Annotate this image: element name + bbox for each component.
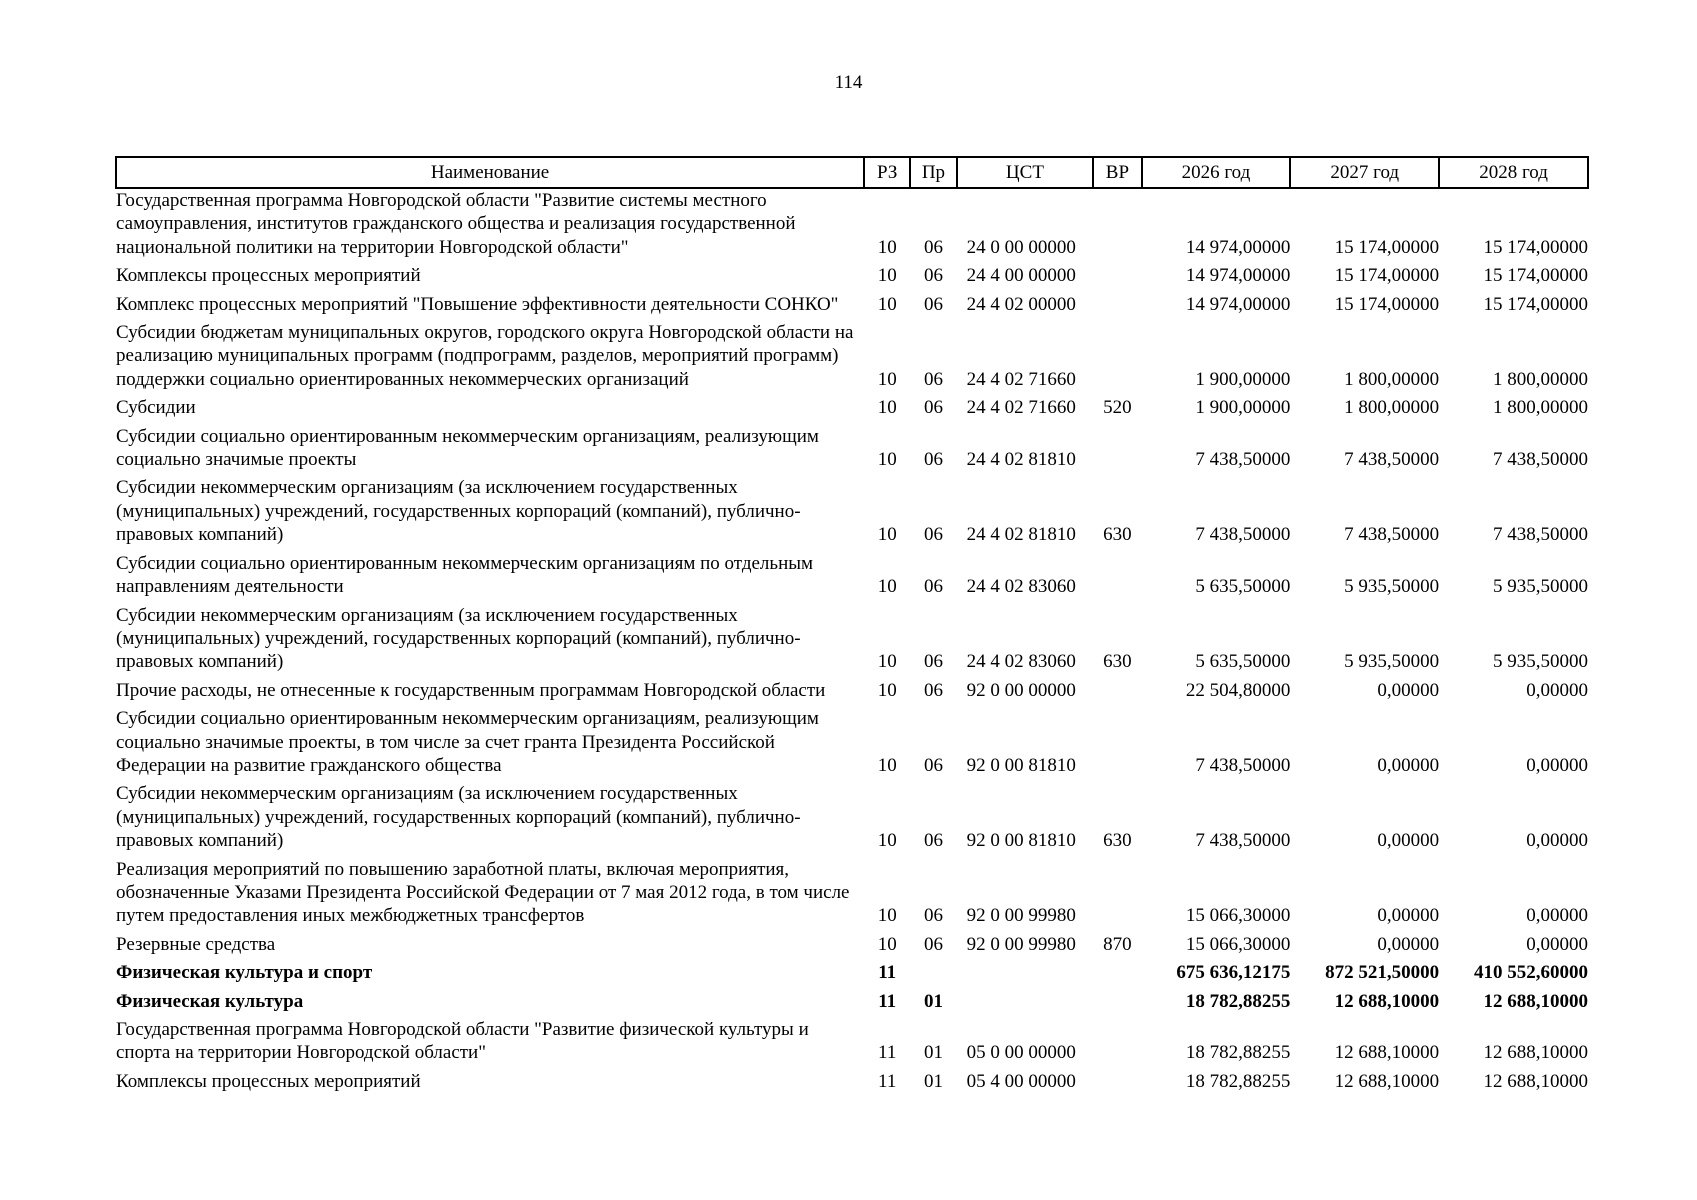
row-name: Резервные средства — [116, 933, 276, 955]
row-value-2026: 1 900,00000 — [1195, 368, 1291, 390]
row-pr: 06 — [923, 397, 943, 419]
row-name: Комплекс процессных мероприятий "Повышение эффективности деятельности СОНКО" — [116, 293, 839, 315]
header-cst: ЦСТ — [957, 157, 1094, 188]
row-rz: 11 — [878, 990, 897, 1012]
row-value-2026: 7 438,50000 — [1195, 830, 1291, 852]
row-vr — [1093, 1070, 1141, 1098]
row-rz: 10 — [877, 368, 897, 390]
row-value-2026: 18 782,88255 — [1185, 1042, 1291, 1064]
row-vr — [1093, 552, 1141, 604]
row-value-2026: 7 438,50000 — [1195, 754, 1291, 776]
table-row — [116, 961, 1588, 989]
row-vr — [1093, 264, 1141, 292]
row-value-2027: 5 935,50000 — [1344, 651, 1440, 673]
row-pr: 01 — [923, 1042, 943, 1064]
row-rz: 10 — [877, 651, 897, 673]
header-2027: 2027 год — [1290, 157, 1439, 188]
table-row — [116, 188, 1588, 264]
row-cst — [957, 961, 1094, 989]
row-value-2026: 5 635,50000 — [1195, 651, 1291, 673]
row-value-2028: 15 174,00000 — [1483, 265, 1588, 287]
table-row — [116, 321, 1588, 396]
row-cst: 24 4 00 00000 — [966, 265, 1076, 287]
row-rz: 10 — [877, 754, 897, 776]
row-value-2027: 0,00000 — [1377, 830, 1440, 852]
header-2028: 2028 год — [1439, 157, 1588, 188]
budget-table — [115, 156, 1589, 1098]
row-cst: 92 0 00 81810 — [966, 830, 1076, 852]
row-value-2028: 5 935,50000 — [1493, 651, 1588, 673]
header-pr: Пр — [910, 157, 956, 188]
row-vr — [1093, 707, 1141, 782]
row-vr — [1093, 425, 1141, 477]
row-value-2026: 1 900,00000 — [1195, 397, 1291, 419]
row-name: Субсидии — [116, 397, 196, 419]
row-cst: 92 0 00 81810 — [966, 754, 1076, 776]
row-value-2028: 7 438,50000 — [1493, 449, 1588, 471]
row-value-2028: 12 688,10000 — [1483, 1070, 1588, 1092]
table-body — [116, 188, 1588, 1098]
row-pr: 01 — [923, 990, 943, 1012]
row-value-2027: 0,00000 — [1377, 933, 1440, 955]
row-value-2028: 0,00000 — [1526, 679, 1588, 701]
row-vr: 630 — [1103, 524, 1132, 546]
row-value-2028: 410 552,60000 — [1474, 962, 1588, 984]
row-value-2027: 7 438,50000 — [1344, 524, 1440, 546]
row-value-2028: 1 800,00000 — [1493, 397, 1588, 419]
table-row — [116, 707, 1588, 782]
row-name: Субсидии социально ориентированным некоммерческим организациям по отдельным направлениям деятельности — [116, 552, 814, 598]
row-value-2028: 0,00000 — [1526, 754, 1588, 776]
row-cst: 24 4 02 00000 — [966, 293, 1076, 315]
row-value-2027: 0,00000 — [1377, 905, 1440, 927]
row-value-2026: 14 974,00000 — [1185, 236, 1291, 258]
row-pr: 06 — [923, 524, 943, 546]
row-pr: 06 — [923, 265, 943, 287]
row-name: Комплексы процессных мероприятий — [116, 265, 421, 287]
row-value-2028: 5 935,50000 — [1493, 576, 1588, 598]
row-rz: 10 — [877, 293, 897, 315]
row-pr: 06 — [923, 449, 943, 471]
row-cst: 92 0 00 00000 — [966, 679, 1076, 701]
row-rz: 10 — [877, 265, 897, 287]
row-value-2027: 15 174,00000 — [1334, 293, 1440, 315]
table-row — [116, 425, 1588, 477]
row-value-2028: 12 688,10000 — [1483, 990, 1588, 1012]
table-row — [116, 1070, 1588, 1098]
row-value-2028: 15 174,00000 — [1483, 293, 1588, 315]
row-pr: 01 — [923, 1070, 943, 1092]
row-pr: 06 — [923, 830, 943, 852]
table-row — [116, 264, 1588, 292]
row-value-2028: 1 800,00000 — [1493, 368, 1588, 390]
row-value-2028: 0,00000 — [1526, 905, 1588, 927]
row-cst: 24 4 02 81810 — [966, 449, 1076, 471]
table-row — [116, 858, 1588, 933]
row-value-2026: 7 438,50000 — [1195, 449, 1291, 471]
row-vr — [1093, 990, 1141, 1018]
table-row — [116, 1018, 1588, 1070]
row-value-2027: 12 688,10000 — [1334, 1042, 1440, 1064]
row-name: Реализация мероприятий по повышению заработной платы, включая мероприятия, обозначенные Указами Президента Российской Федерации от 7 мая 2012 года, в том числе путем предоставления иных межбюджетных трансфертов — [116, 858, 850, 927]
row-rz: 11 — [878, 1042, 897, 1064]
row-cst: 24 4 02 71660 — [966, 397, 1076, 419]
row-vr: 630 — [1103, 830, 1132, 852]
table-row — [116, 604, 1588, 679]
table-header-row — [116, 157, 1588, 188]
row-value-2026: 22 504,80000 — [1185, 679, 1291, 701]
row-name: Субсидии социально ориентированным некоммерческим организациям, реализующим социально значимые проекты, в том числе за счет гранта Президента Российской Федерации на развитие гражданского общества — [116, 708, 819, 776]
row-value-2027: 1 800,00000 — [1344, 368, 1440, 390]
table-row — [116, 396, 1588, 424]
row-cst: 24 4 02 81810 — [966, 524, 1076, 546]
header-2026: 2026 год — [1142, 157, 1291, 188]
row-cst: 92 0 00 99980 — [966, 933, 1076, 955]
row-name: Физическая культура — [116, 990, 304, 1012]
row-vr — [1093, 679, 1141, 707]
row-rz: 10 — [877, 449, 897, 471]
row-cst: 24 0 00 00000 — [966, 236, 1076, 258]
row-name: Государственная программа Новгородской области "Развитие физической культуры и спорта на территории Новгородской области" — [116, 1019, 809, 1064]
row-pr: 06 — [923, 754, 943, 776]
row-name: Субсидии некоммерческим организациям (за исключением государственных (муниципальных) учреждений, государственных корпораций (компаний), публично-правовых компаний) — [116, 604, 801, 673]
row-value-2026: 7 438,50000 — [1195, 524, 1291, 546]
row-cst: 24 4 02 83060 — [966, 651, 1076, 673]
row-pr: 06 — [923, 576, 943, 598]
row-value-2028: 0,00000 — [1526, 830, 1588, 852]
row-value-2028: 15 174,00000 — [1483, 236, 1588, 258]
row-cst: 05 0 00 00000 — [966, 1042, 1076, 1064]
row-name: Прочие расходы, не отнесенные к государственным программам Новгородской области — [116, 679, 826, 701]
row-value-2027: 12 688,10000 — [1334, 1070, 1440, 1092]
row-rz: 10 — [877, 830, 897, 852]
row-rz: 10 — [877, 905, 897, 927]
row-value-2026: 15 066,30000 — [1185, 933, 1291, 955]
row-vr — [1093, 321, 1141, 396]
row-name: Субсидии бюджетам муниципальных округов, городского округа Новгородской области на реализацию муниципальных программ (подпрограмм, разделов, мероприятий программ) поддержки социально ориентированных некоммерческих организаций — [116, 322, 854, 390]
row-rz: 11 — [878, 962, 897, 984]
row-rz: 10 — [877, 397, 897, 419]
row-rz: 10 — [877, 933, 897, 955]
row-cst: 05 4 00 00000 — [966, 1070, 1076, 1092]
row-value-2027: 5 935,50000 — [1344, 576, 1440, 598]
row-rz: 11 — [878, 1070, 897, 1092]
row-value-2027: 872 521,50000 — [1325, 962, 1440, 984]
row-vr: 630 — [1103, 651, 1132, 673]
row-vr: 870 — [1103, 933, 1132, 955]
row-vr — [1093, 961, 1141, 989]
table-row — [116, 933, 1588, 961]
table-row — [116, 552, 1588, 604]
row-vr — [1093, 1018, 1141, 1070]
row-value-2026: 18 782,88255 — [1185, 990, 1291, 1012]
row-value-2028: 12 688,10000 — [1483, 1042, 1588, 1064]
table-row — [116, 990, 1588, 1018]
row-vr — [1093, 293, 1141, 321]
table-row — [116, 293, 1588, 321]
row-pr: 06 — [923, 368, 943, 390]
row-value-2028: 0,00000 — [1526, 933, 1588, 955]
row-value-2027: 0,00000 — [1377, 679, 1440, 701]
row-rz: 10 — [877, 576, 897, 598]
row-rz: 10 — [877, 679, 897, 701]
table-row — [116, 679, 1588, 707]
row-pr: 06 — [923, 236, 943, 258]
header-rz: РЗ — [864, 157, 910, 188]
row-pr: 06 — [923, 905, 943, 927]
row-value-2026: 15 066,30000 — [1185, 905, 1291, 927]
row-name: Государственная программа Новгородской области "Развитие системы местного самоуправления, институтов гражданского общества и реализация государственной национальной политики на территории Новгородской области" — [116, 190, 796, 258]
row-rz: 10 — [877, 524, 897, 546]
row-value-2027: 0,00000 — [1377, 754, 1440, 776]
row-cst — [957, 990, 1094, 1018]
row-name: Субсидии некоммерческим организациям (за исключением государственных (муниципальных) учреждений, государственных корпораций (компаний), публично-правовых компаний) — [116, 783, 801, 852]
row-vr — [1093, 188, 1141, 264]
row-pr: 06 — [923, 651, 943, 673]
row-value-2026: 14 974,00000 — [1185, 265, 1291, 287]
row-pr: 06 — [923, 293, 943, 315]
row-name: Комплексы процессных мероприятий — [116, 1070, 421, 1092]
row-value-2027: 7 438,50000 — [1344, 449, 1440, 471]
row-name: Физическая культура и спорт — [116, 962, 373, 984]
row-value-2027: 12 688,10000 — [1334, 990, 1440, 1012]
row-value-2026: 14 974,00000 — [1185, 293, 1291, 315]
row-value-2027: 15 174,00000 — [1334, 265, 1440, 287]
table-row — [116, 782, 1588, 857]
table-row — [116, 476, 1588, 551]
row-name: Субсидии некоммерческим организациям (за исключением государственных (муниципальных) учреждений, государственных корпораций (компаний), публично-правовых компаний) — [116, 477, 801, 546]
row-rz: 10 — [877, 236, 897, 258]
row-pr — [910, 961, 956, 989]
page-number: 114 — [834, 72, 863, 93]
row-value-2026: 675 636,12175 — [1176, 962, 1291, 984]
row-value-2027: 1 800,00000 — [1344, 397, 1440, 419]
row-value-2026: 5 635,50000 — [1195, 576, 1291, 598]
row-value-2027: 15 174,00000 — [1334, 236, 1440, 258]
row-value-2026: 18 782,88255 — [1185, 1070, 1291, 1092]
row-pr: 06 — [923, 679, 943, 701]
row-value-2028: 7 438,50000 — [1493, 524, 1588, 546]
header-vr: ВР — [1093, 157, 1141, 188]
row-vr — [1093, 858, 1141, 933]
row-cst: 92 0 00 99980 — [966, 905, 1076, 927]
header-name: Наименование — [116, 157, 864, 188]
row-cst: 24 4 02 83060 — [966, 576, 1076, 598]
row-vr: 520 — [1103, 397, 1132, 419]
row-cst: 24 4 02 71660 — [966, 368, 1076, 390]
row-pr: 06 — [923, 933, 943, 955]
row-name: Субсидии социально ориентированным некоммерческим организациям, реализующим социально значимые проекты — [116, 425, 819, 471]
